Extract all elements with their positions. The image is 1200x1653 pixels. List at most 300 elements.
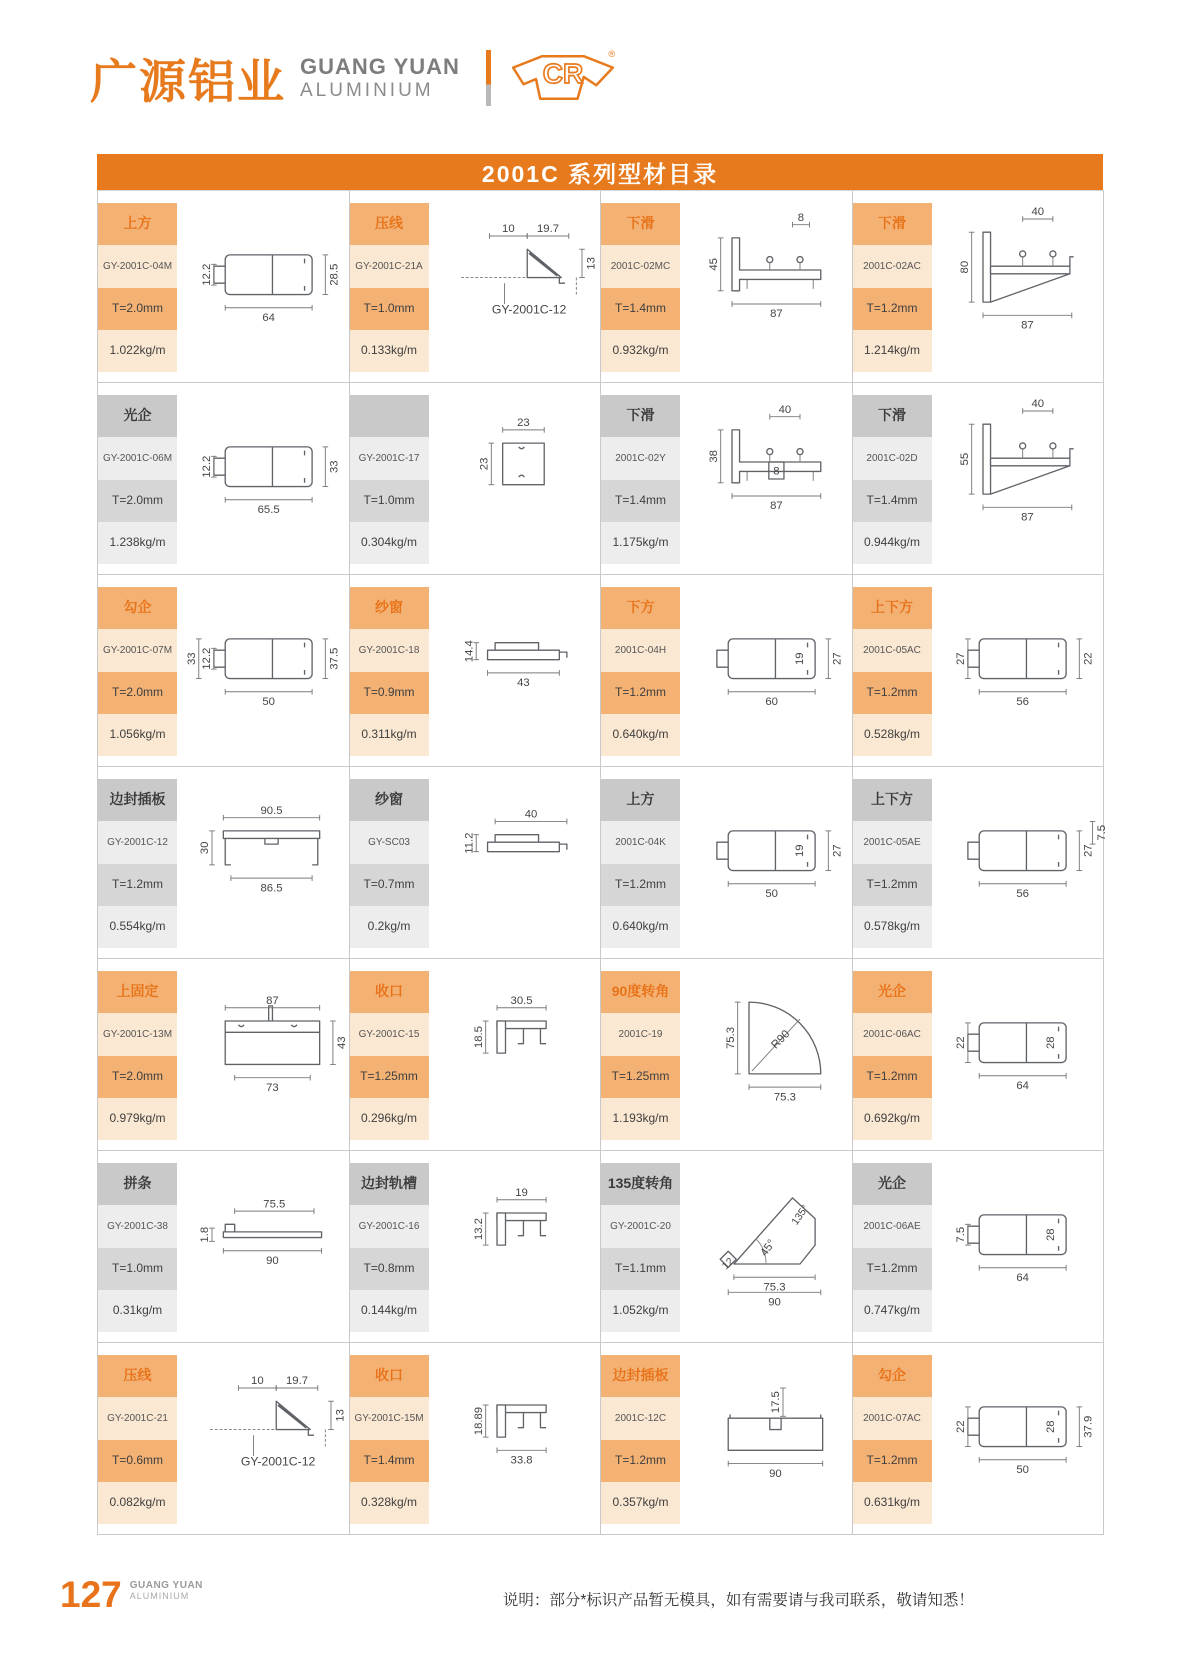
- svg-text:10: 10: [502, 222, 515, 235]
- profile-diagram: [178, 1348, 348, 1530]
- catalog-cell: [601, 767, 853, 959]
- page-number: 127: [60, 1574, 122, 1615]
- svg-text:56: 56: [1016, 887, 1030, 900]
- profile-type-label: 边封轨槽: [350, 1163, 429, 1205]
- svg-text:45°: 45°: [758, 1237, 778, 1259]
- profile-type-label: 下滑: [601, 395, 680, 437]
- profile-label-column: [853, 959, 932, 1150]
- svg-text:22: 22: [955, 1035, 968, 1049]
- profile-drawing-area: [177, 1343, 349, 1534]
- catalog-cell: [350, 1151, 602, 1343]
- profile-model: GY-2001C-12: [98, 821, 177, 863]
- profile-type-label: 压线: [350, 203, 429, 245]
- profile-weight: 0.747kg/m: [853, 1290, 932, 1332]
- profile-thickness: T=1.0mm: [98, 1248, 177, 1290]
- catalog-cell: [98, 959, 350, 1151]
- profile-diagram: [681, 196, 851, 378]
- profile-weight: 1.056kg/m: [98, 714, 177, 756]
- profile-weight: 0.932kg/m: [601, 330, 680, 372]
- profile-model: 2001C-12C: [601, 1397, 680, 1439]
- svg-text:30.5: 30.5: [510, 994, 533, 1007]
- profile-thickness: T=2.0mm: [98, 288, 177, 330]
- profile-diagram: [681, 772, 851, 954]
- catalog-cell: [853, 959, 1105, 1151]
- svg-text:87: 87: [1021, 319, 1034, 332]
- brand-logo-chinese: 广源铝业: [90, 54, 286, 108]
- profile-weight: 0.311kg/m: [350, 714, 429, 756]
- profile-drawing-area: [429, 191, 601, 382]
- profile-type-label: 边封插板: [601, 1355, 680, 1397]
- profile-label-column: [98, 575, 177, 766]
- svg-text:22: 22: [955, 1419, 968, 1433]
- brand-name-en: GUANG YUAN: [300, 54, 460, 79]
- profile-drawing-area: [429, 767, 601, 958]
- profile-thickness: T=1.2mm: [601, 1440, 680, 1482]
- profile-drawing-area: [429, 959, 601, 1150]
- profile-label-column: [98, 767, 177, 958]
- profile-diagram: [429, 388, 599, 570]
- footer-note: 说明：部分*标识产品暂无模具，如有需要请与我司联系，敬请知悉！: [502, 1592, 974, 1609]
- profile-drawing-area: [429, 575, 601, 766]
- profile-diagram: [681, 388, 851, 570]
- profile-label-column: [350, 959, 429, 1150]
- svg-text:45: 45: [707, 257, 720, 271]
- profile-weight: 0.296kg/m: [350, 1098, 429, 1140]
- profile-label-column: [98, 1343, 177, 1534]
- catalog-cell: [350, 959, 602, 1151]
- profile-type-label: 压线: [98, 1355, 177, 1397]
- catalog-cell: [350, 767, 602, 959]
- profile-model: 2001C-05AC: [853, 629, 932, 671]
- profile-thickness: T=1.4mm: [601, 288, 680, 330]
- svg-text:37.5: 37.5: [328, 647, 341, 670]
- profile-model: GY-2001C-04M: [98, 245, 177, 287]
- profile-diagram: [178, 1156, 348, 1338]
- profile-weight: 1.214kg/m: [853, 330, 932, 372]
- profile-label-column: [350, 383, 429, 574]
- profile-diagram: [932, 196, 1102, 378]
- svg-text:43: 43: [517, 676, 530, 689]
- profile-weight: 1.193kg/m: [601, 1098, 680, 1140]
- profile-label-column: [98, 959, 177, 1150]
- profile-weight: 0.692kg/m: [853, 1098, 932, 1140]
- catalog-cell: [853, 1151, 1105, 1343]
- profile-type-label: 下滑: [853, 395, 932, 437]
- footer-brand-name: GUANG YUAN: [129, 1580, 203, 1591]
- svg-text:30: 30: [198, 841, 211, 854]
- svg-text:37.9: 37.9: [1082, 1415, 1095, 1438]
- profile-type-label: 上方: [601, 779, 680, 821]
- profile-thickness: T=1.2mm: [853, 864, 932, 906]
- brand-logo-english: [300, 54, 460, 102]
- svg-text:13: 13: [585, 256, 598, 270]
- svg-text:22: 22: [1082, 651, 1095, 665]
- profile-thickness: T=1.25mm: [350, 1056, 429, 1098]
- profile-type-label: 收口: [350, 971, 429, 1013]
- svg-text:75.3: 75.3: [773, 1090, 796, 1103]
- profile-thickness: T=1.2mm: [601, 672, 680, 714]
- profile-weight: 0.133kg/m: [350, 330, 429, 372]
- svg-text:50: 50: [262, 695, 275, 708]
- catalog-cell: [350, 1343, 602, 1535]
- profile-weight: 1.238kg/m: [98, 522, 177, 564]
- profile-thickness: T=2.0mm: [98, 672, 177, 714]
- profile-type-label: 边封插板: [98, 779, 177, 821]
- svg-text:80: 80: [959, 260, 972, 273]
- brand-sub-en: ALUMINIUM: [300, 80, 434, 101]
- profile-label-column: [853, 383, 932, 574]
- svg-text:27: 27: [955, 651, 968, 665]
- svg-text:28: 28: [1045, 1227, 1058, 1241]
- profile-type-label: 纱窗: [350, 779, 429, 821]
- catalog-title: 2001C 系列型材目录: [481, 160, 719, 187]
- profile-diagram: [429, 1348, 599, 1530]
- profile-drawing-area: [177, 575, 349, 766]
- svg-text:27: 27: [831, 843, 844, 857]
- svg-text:56: 56: [1016, 695, 1030, 708]
- svg-text:38: 38: [707, 449, 720, 463]
- profile-drawing-area: [932, 959, 1104, 1150]
- svg-text:40: 40: [1031, 397, 1045, 410]
- profile-thickness: T=2.0mm: [98, 480, 177, 522]
- profile-model: 2001C-02AC: [853, 245, 932, 287]
- profile-type-label: 拼条: [98, 1163, 177, 1205]
- profile-type-label: 下方: [601, 587, 680, 629]
- profile-type-label: 光企: [853, 971, 932, 1013]
- profile-label-column: [350, 1343, 429, 1534]
- svg-text:50: 50: [765, 887, 778, 900]
- catalog-title-bar: [97, 154, 1103, 190]
- profile-diagram: [178, 580, 348, 762]
- svg-text:65.5: 65.5: [257, 503, 280, 516]
- svg-text:55: 55: [959, 452, 972, 465]
- catalog-cell: [601, 1151, 853, 1343]
- profile-weight: 0.304kg/m: [350, 522, 429, 564]
- profile-model: GY-2001C-38: [98, 1205, 177, 1247]
- profile-weight: 0.357kg/m: [601, 1482, 680, 1524]
- svg-text:40: 40: [778, 403, 791, 416]
- profile-label-column: [601, 575, 680, 766]
- cr-logo-icon: [509, 46, 617, 110]
- profile-label-column: [98, 1151, 177, 1342]
- catalog-cell: [98, 767, 350, 959]
- profile-model: GY-2001C-20: [601, 1205, 680, 1247]
- profile-diagram: [681, 964, 851, 1146]
- svg-text:19: 19: [515, 1186, 529, 1199]
- profile-model: 2001C-06AC: [853, 1013, 932, 1055]
- profile-model: 2001C-19: [601, 1013, 680, 1055]
- profile-thickness: T=1.2mm: [98, 864, 177, 906]
- svg-text:86.5: 86.5: [260, 881, 283, 894]
- profile-drawing-area: [932, 191, 1104, 382]
- svg-text:33: 33: [185, 651, 198, 665]
- profile-model: GY-2001C-13M: [98, 1013, 177, 1055]
- svg-text:10: 10: [250, 1374, 264, 1387]
- profile-weight: 0.944kg/m: [853, 522, 932, 564]
- profile-drawing-area: [680, 767, 852, 958]
- profile-label-column: [98, 191, 177, 382]
- profile-label-column: [853, 575, 932, 766]
- svg-text:7.5: 7.5: [955, 1226, 968, 1243]
- profile-diagram: [429, 1156, 599, 1338]
- profile-model: 2001C-06AE: [853, 1205, 932, 1247]
- svg-text:19.7: 19.7: [285, 1374, 308, 1387]
- svg-text:33: 33: [328, 459, 341, 473]
- profile-diagram: [932, 1348, 1102, 1530]
- profile-type-label: 光企: [853, 1163, 932, 1205]
- profile-drawing-area: [429, 1151, 601, 1342]
- profile-label-column: [853, 1151, 932, 1342]
- svg-text:11.2: 11.2: [463, 832, 476, 854]
- profile-diagram: [932, 772, 1109, 954]
- svg-text:75.3: 75.3: [724, 1026, 737, 1049]
- svg-text:40: 40: [1031, 205, 1045, 218]
- profile-drawing-area: [680, 191, 852, 382]
- profile-thickness: T=0.9mm: [350, 672, 429, 714]
- profile-type-label: 上固定: [98, 971, 177, 1013]
- catalog-cell: [350, 575, 602, 767]
- profile-model: 2001C-04K: [601, 821, 680, 863]
- footer-brand: [130, 1580, 203, 1601]
- catalog-cell: [601, 383, 853, 575]
- svg-text:12.2: 12.2: [200, 455, 213, 478]
- svg-text:27: 27: [1082, 843, 1095, 857]
- profile-drawing-area: [932, 1151, 1104, 1342]
- svg-text:19.7: 19.7: [537, 222, 560, 235]
- profile-model: GY-2001C-21: [98, 1397, 177, 1439]
- profile-drawing-area: [932, 383, 1104, 574]
- profile-type-label: 光企: [98, 395, 177, 437]
- profile-type-label: 勾企: [98, 587, 177, 629]
- svg-text:8: 8: [772, 464, 780, 477]
- svg-text:40: 40: [524, 808, 538, 821]
- catalog-cell: [350, 191, 602, 383]
- profile-weight: 0.31kg/m: [98, 1290, 177, 1332]
- profile-type-label: 纱窗: [350, 587, 429, 629]
- cr-logo-text: CR: [542, 58, 584, 90]
- profile-thickness: T=1.2mm: [853, 1248, 932, 1290]
- svg-text:18.5: 18.5: [473, 1025, 486, 1048]
- profile-model: GY-2001C-15: [350, 1013, 429, 1055]
- profile-drawing-area: [680, 383, 852, 574]
- profile-type-label: 下滑: [853, 203, 932, 245]
- profile-diagram: [932, 580, 1102, 762]
- profile-label-column: [350, 1151, 429, 1342]
- svg-text:14.4: 14.4: [463, 639, 476, 662]
- profile-thickness: T=1.2mm: [853, 1056, 932, 1098]
- brand-divider: [486, 50, 491, 106]
- svg-text:87: 87: [769, 307, 783, 320]
- svg-text:17.5: 17.5: [769, 1390, 782, 1413]
- profile-diagram: [932, 388, 1102, 570]
- profile-diagram: [178, 196, 348, 378]
- profile-weight: 0.082kg/m: [98, 1482, 177, 1524]
- profile-model: 2001C-02Y: [601, 437, 680, 479]
- profile-label-column: [350, 575, 429, 766]
- profile-thickness: T=1.0mm: [350, 480, 429, 522]
- profile-model: 2001C-07AC: [853, 1397, 932, 1439]
- page-footer: [60, 1576, 1140, 1613]
- svg-text:64: 64: [262, 311, 275, 324]
- profile-drawing-area: [177, 383, 349, 574]
- profile-weight: 0.144kg/m: [350, 1290, 429, 1332]
- svg-text:87: 87: [769, 499, 783, 512]
- svg-text:28.5: 28.5: [328, 263, 341, 286]
- profile-thickness: T=0.8mm: [350, 1248, 429, 1290]
- profile-diagram: [681, 1156, 851, 1338]
- profile-thickness: T=1.2mm: [853, 288, 932, 330]
- svg-text:60: 60: [765, 695, 778, 708]
- profile-label-column: [853, 191, 932, 382]
- profile-label-column: [601, 383, 680, 574]
- svg-text:1.8: 1.8: [198, 1226, 211, 1243]
- svg-text:64: 64: [1016, 1079, 1030, 1092]
- svg-text:28: 28: [1045, 1035, 1058, 1049]
- svg-text:8: 8: [797, 211, 804, 224]
- profile-thickness: T=1.4mm: [853, 480, 932, 522]
- profile-label-column: [601, 959, 680, 1150]
- profile-model: GY-2001C-06M: [98, 437, 177, 479]
- profile-diagram: [178, 772, 348, 954]
- profile-label-column: [350, 767, 429, 958]
- catalog-cell: [853, 191, 1105, 383]
- profile-type-label: 上下方: [853, 587, 932, 629]
- profile-label-column: [601, 1343, 680, 1534]
- profile-drawing-area: [932, 1343, 1104, 1534]
- profile-label-column: [350, 191, 429, 382]
- profile-weight: 0.328kg/m: [350, 1482, 429, 1524]
- profile-thickness: T=1.2mm: [853, 1440, 932, 1482]
- profile-drawing-area: [680, 1151, 852, 1342]
- profile-type-label: 上方: [98, 203, 177, 245]
- profile-model: GY-SC03: [350, 821, 429, 863]
- catalog-cell: [98, 1151, 350, 1343]
- svg-text:87: 87: [265, 994, 279, 1007]
- profile-type-label: 收口: [350, 1355, 429, 1397]
- profile-weight: 0.640kg/m: [601, 906, 680, 948]
- profile-diagram: [178, 964, 348, 1146]
- profile-diagram: [429, 964, 599, 1146]
- svg-text:12.2: 12.2: [200, 647, 213, 670]
- svg-text:13.2: 13.2: [473, 1217, 486, 1240]
- profile-diagram: [429, 772, 599, 954]
- registered-mark: ®: [608, 49, 616, 60]
- profile-model: GY-2001C-18: [350, 629, 429, 671]
- svg-text:23: 23: [478, 457, 491, 470]
- profile-thickness: T=1.4mm: [601, 480, 680, 522]
- profile-label-column: [853, 1343, 932, 1534]
- profile-label-column: [601, 767, 680, 958]
- profile-thickness: T=2.0mm: [98, 1056, 177, 1098]
- svg-text:27: 27: [831, 651, 844, 665]
- svg-text:90: 90: [767, 1296, 781, 1309]
- profile-model: GY-2001C-07M: [98, 629, 177, 671]
- catalog-cell: [98, 191, 350, 383]
- svg-text:87: 87: [1021, 511, 1034, 524]
- profile-drawing-area: [680, 959, 852, 1150]
- profile-weight: 1.175kg/m: [601, 522, 680, 564]
- svg-text:18.89: 18.89: [473, 1406, 486, 1435]
- profile-label-column: [601, 1151, 680, 1342]
- profile-diagram: [681, 1348, 851, 1530]
- profile-weight: 0.640kg/m: [601, 714, 680, 756]
- catalog-cell: [853, 767, 1109, 959]
- profile-label-column: [98, 383, 177, 574]
- svg-text:23: 23: [517, 416, 530, 429]
- svg-text:GY-2001C-12: GY-2001C-12: [240, 1453, 316, 1468]
- svg-text:28: 28: [1045, 1419, 1058, 1433]
- profile-weight: 1.022kg/m: [98, 330, 177, 372]
- svg-text:64: 64: [1016, 1271, 1030, 1284]
- profile-model: 2001C-02MC: [601, 245, 680, 287]
- profile-diagram: [178, 388, 348, 570]
- profile-type-label: 135度转角: [601, 1163, 680, 1205]
- profile-thickness: T=1.1mm: [601, 1248, 680, 1290]
- profile-weight: 0.979kg/m: [98, 1098, 177, 1140]
- catalog-cell: [98, 383, 350, 575]
- profile-thickness: T=0.7mm: [350, 864, 429, 906]
- profile-diagram: [932, 1156, 1102, 1338]
- profile-weight: 0.554kg/m: [98, 906, 177, 948]
- catalog-cell: [853, 575, 1105, 767]
- profile-drawing-area: [177, 767, 349, 958]
- svg-text:33.8: 33.8: [510, 1454, 533, 1467]
- catalog-grid: [97, 190, 1109, 1535]
- profile-thickness: T=0.6mm: [98, 1440, 177, 1482]
- profile-weight: 0.631kg/m: [853, 1482, 932, 1524]
- profile-model: GY-2001C-21A: [350, 245, 429, 287]
- profile-weight: 0.578kg/m: [853, 906, 932, 948]
- svg-text:50: 50: [1016, 1463, 1030, 1476]
- profile-model: GY-2001C-16: [350, 1205, 429, 1247]
- svg-text:135°: 135°: [789, 1202, 812, 1227]
- svg-text:19: 19: [793, 651, 806, 665]
- catalog-cell: [853, 1343, 1105, 1535]
- svg-text:19: 19: [793, 843, 806, 857]
- svg-text:75.3: 75.3: [763, 1280, 786, 1293]
- svg-text:90: 90: [768, 1467, 782, 1480]
- profile-label-column: [601, 191, 680, 382]
- profile-diagram: [932, 964, 1102, 1146]
- profile-thickness: T=1.25mm: [601, 1056, 680, 1098]
- svg-text:7.5: 7.5: [1096, 824, 1109, 841]
- profile-thickness: T=1.2mm: [853, 672, 932, 714]
- profile-drawing-area: [177, 1151, 349, 1342]
- catalog-cell: [350, 383, 602, 575]
- profile-model: 2001C-05AE: [853, 821, 932, 863]
- svg-text:75.5: 75.5: [263, 1197, 286, 1210]
- profile-thickness: T=1.0mm: [350, 288, 429, 330]
- profile-diagram: [681, 580, 851, 762]
- profile-weight: 1.052kg/m: [601, 1290, 680, 1332]
- catalog-cell: [601, 575, 853, 767]
- profile-drawing-area: [177, 191, 349, 382]
- profile-drawing-area: [429, 1343, 601, 1534]
- svg-text:43: 43: [335, 1035, 348, 1049]
- svg-text:90: 90: [265, 1254, 279, 1267]
- svg-text:12: 12: [720, 1255, 737, 1272]
- profile-drawing-area: [680, 1343, 852, 1534]
- profile-model: GY-2001C-15M: [350, 1397, 429, 1439]
- profile-model: 2001C-02D: [853, 437, 932, 479]
- catalog-cell: [98, 575, 350, 767]
- profile-diagram: [429, 196, 599, 378]
- profile-drawing-area: [680, 575, 852, 766]
- catalog-cell: [601, 959, 853, 1151]
- profile-drawing-area: [177, 959, 349, 1150]
- profile-diagram: [429, 580, 599, 762]
- profile-type-label: 下滑: [601, 203, 680, 245]
